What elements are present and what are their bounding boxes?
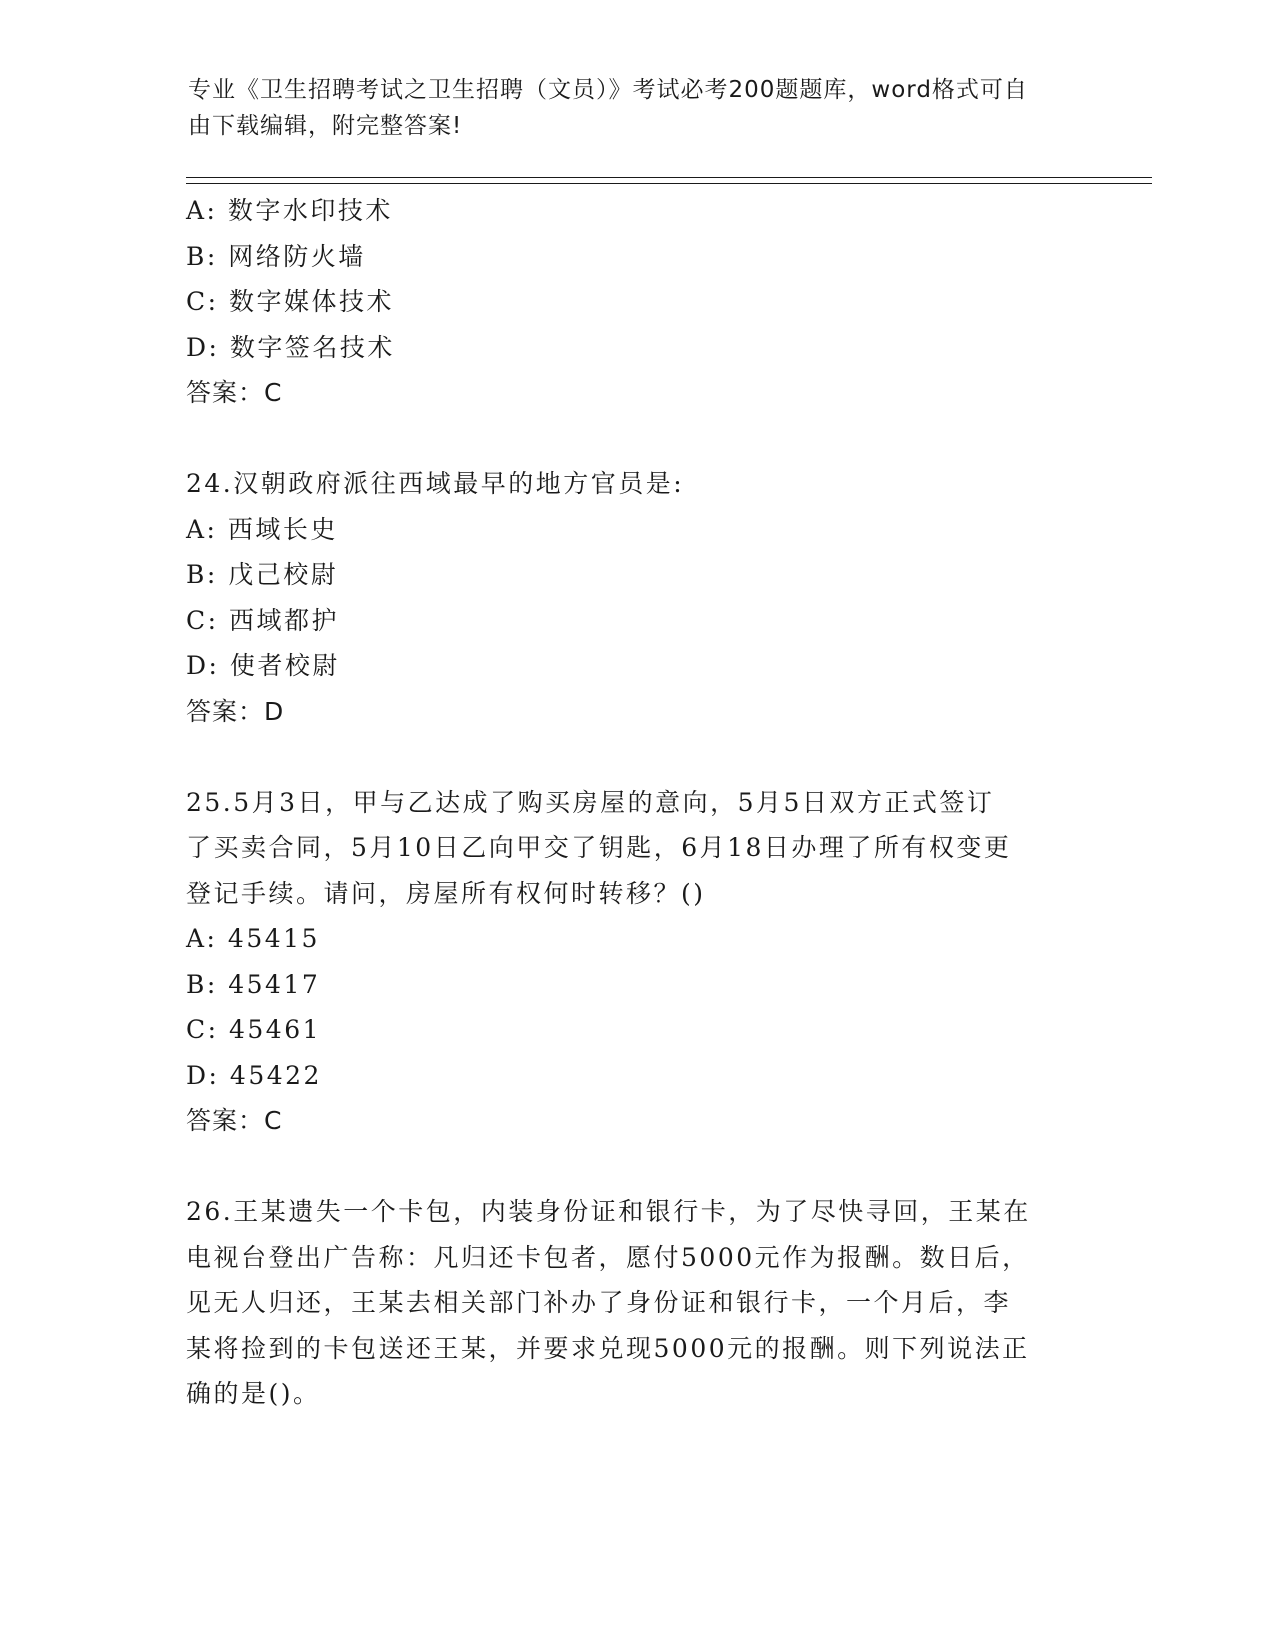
option-b: B: 戊己校尉 — [186, 560, 339, 589]
question-line: 登记手续。请问，房屋所有权何时转移？() — [186, 878, 706, 908]
option-c: C: 数字媒体技术 — [186, 287, 394, 316]
question-text — [186, 1189, 1086, 1417]
option-c: C: 45461 — [186, 1015, 322, 1044]
question-line: 电视台登出广告称：凡归还卡包者，愿付5000元作为报酬。数日后， — [186, 1242, 1030, 1272]
header-line-2: 由下载编辑，附完整答案! — [188, 113, 463, 139]
spacer — [186, 734, 1086, 780]
answer-line: 答案：C — [186, 378, 283, 407]
question-text — [186, 780, 1086, 917]
question-24 — [186, 461, 1086, 734]
option-c: C: 西域都护 — [186, 605, 339, 635]
document-header — [188, 72, 1068, 144]
question-26 — [186, 1189, 1086, 1417]
option-b: B: 网络防火墙 — [186, 241, 366, 271]
question-text: 24.汉朝政府派往西域最早的地方官员是: — [186, 469, 685, 498]
header-rule-bottom — [186, 183, 1152, 184]
option-b: B: 45417 — [186, 969, 321, 999]
header-line-1: 专业《卫生招聘考试之卫生招聘（文员）》考试必考200题题库，word格式可自 — [188, 77, 1028, 103]
option-a: A: 西域长史 — [186, 514, 338, 544]
option-a: A: 45415 — [186, 924, 320, 953]
option-a: A: 数字水印技术 — [186, 196, 393, 225]
question-23 — [186, 188, 1086, 416]
question-line: 25.5月3日，甲与乙达成了购买房屋的意向，5月5日双方正式签订 — [186, 787, 995, 817]
option-d: D: 45422 — [186, 1060, 322, 1090]
question-line: 26.王某遗失一个卡包，内装身份证和银行卡，为了尽快寻回，王某在 — [186, 1197, 1031, 1226]
spacer — [186, 416, 1086, 462]
answer-line: 答案：C — [186, 1106, 283, 1135]
option-d: D: 使者校尉 — [186, 651, 340, 680]
answer-line: 答案：D — [186, 696, 285, 726]
question-line: 确的是()。 — [186, 1379, 321, 1408]
question-line: 某将捡到的卡包送还王某，并要求兑现5000元的报酬。则下列说法正 — [186, 1333, 1030, 1363]
question-25 — [186, 780, 1086, 1144]
question-line: 了买卖合同，5月10日乙向甲交了钥匙，6月18日办理了所有权变更 — [186, 833, 1012, 862]
question-content — [186, 188, 1086, 1417]
question-line: 见无人归还，王某去相关部门补办了身份证和银行卡，一个月后，李 — [186, 1288, 1012, 1317]
header-rule-top — [186, 177, 1152, 178]
option-d: D: 数字签名技术 — [186, 332, 395, 362]
spacer — [186, 1144, 1086, 1190]
